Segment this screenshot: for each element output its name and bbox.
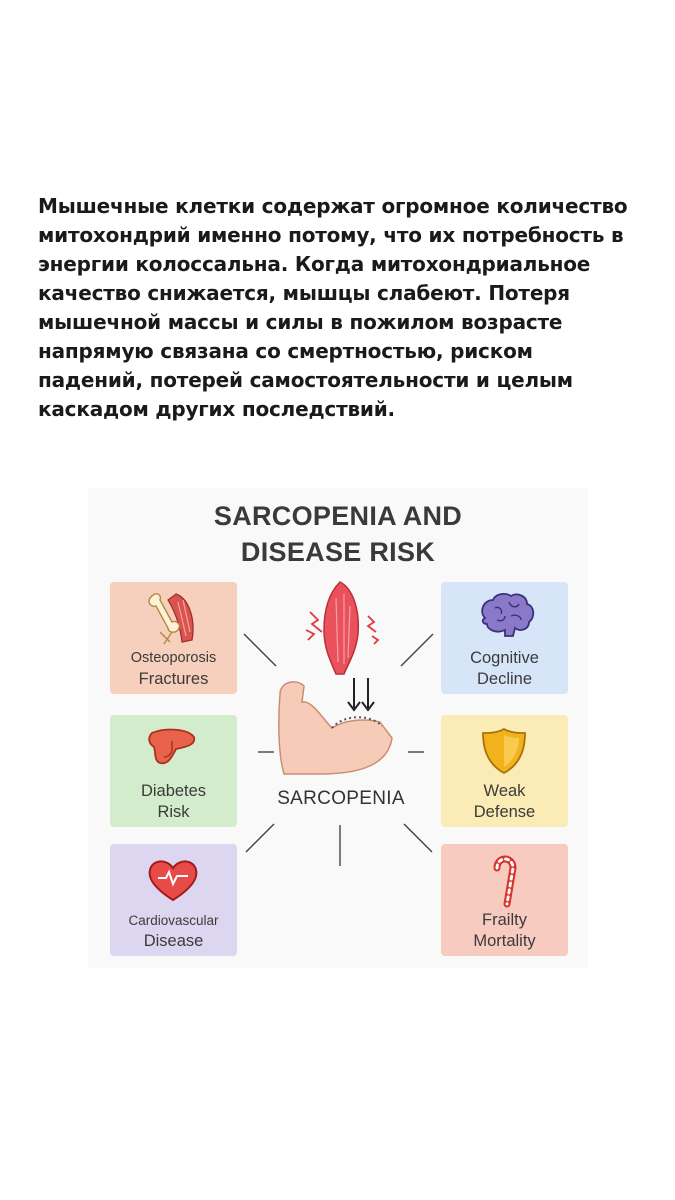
title-line-2: DISEASE RISK (240, 537, 436, 567)
osteoporosis-line-2: Fractures (138, 670, 209, 688)
cardiovascular-line-1: Cardiovascular (128, 913, 219, 928)
intro-paragraph: Мышечные клетки содержат огромное количество митохондрий именно потому, что их потребность в энергии колоссальна. Когда митохондриальное качество снижается, мышцы слабеют. Потеря мышечной массы и силы в пожилом возрасте напрямую связана со смертностью, риском падений, потерей самостоятельности и целым каскадом других последствий. (38, 194, 628, 421)
pancreas-icon (110, 721, 237, 779)
sarcopenia-illustration (240, 578, 440, 788)
bone-joint-icon (110, 588, 237, 646)
osteoporosis-label (110, 648, 237, 690)
down-arrows-icon (348, 678, 374, 710)
diabetes-line-1: Diabetes (140, 782, 207, 800)
flexed-arm-icon (279, 682, 392, 774)
heart-icon (110, 850, 237, 908)
frailty-label (441, 910, 568, 952)
brain-icon (441, 588, 568, 646)
title-line-1: SARCOPENIA AND (213, 501, 463, 531)
center-label-sarcopenia: SARCOPENIA (277, 788, 405, 809)
weak-defense-line-1: Weak (483, 782, 526, 800)
cognitive-line-2: Decline (476, 670, 533, 688)
cane-icon (441, 850, 568, 908)
shield-icon (441, 721, 568, 779)
card-weak-defense (441, 715, 568, 827)
cognitive-label (441, 648, 568, 690)
muscle-icon (324, 582, 358, 674)
card-diabetes-risk (110, 715, 237, 827)
cognitive-line-1: Cognitive (470, 649, 539, 667)
card-cognitive-decline (441, 582, 568, 694)
sarcopenia-infographic (88, 488, 588, 968)
card-cardiovascular-disease (110, 844, 237, 956)
card-osteoporosis (110, 582, 237, 694)
weak-defense-line-2: Defense (473, 803, 536, 821)
diabetes-line-2: Risk (157, 803, 190, 821)
cardiovascular-label (110, 910, 237, 952)
osteoporosis-line-1: Osteoporosis (130, 650, 217, 666)
cardiovascular-line-2: Disease (143, 932, 204, 950)
card-frailty-mortality (441, 844, 568, 956)
weak-defense-label (441, 781, 568, 823)
diabetes-label (110, 781, 237, 823)
frailty-line-2: Mortality (473, 932, 536, 950)
frailty-line-1: Frailty (482, 911, 527, 929)
